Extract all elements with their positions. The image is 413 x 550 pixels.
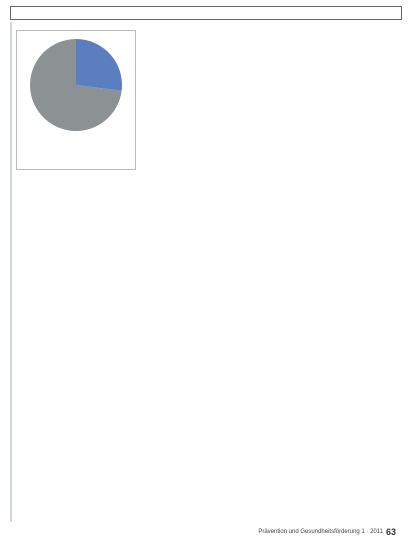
text-column-right — [270, 30, 396, 522]
journal-footer: Prävention und Gesundheitsförderung 1 · 2011 — [258, 529, 383, 535]
sidebar-rule — [10, 22, 12, 522]
pie-slice-0 — [76, 39, 122, 91]
figure-panel — [16, 30, 136, 170]
pie-chart — [26, 35, 126, 135]
text-column-left — [16, 222, 136, 522]
page-number: 63 — [386, 527, 397, 537]
running-header-box — [10, 6, 402, 20]
text-column-middle — [140, 30, 266, 522]
